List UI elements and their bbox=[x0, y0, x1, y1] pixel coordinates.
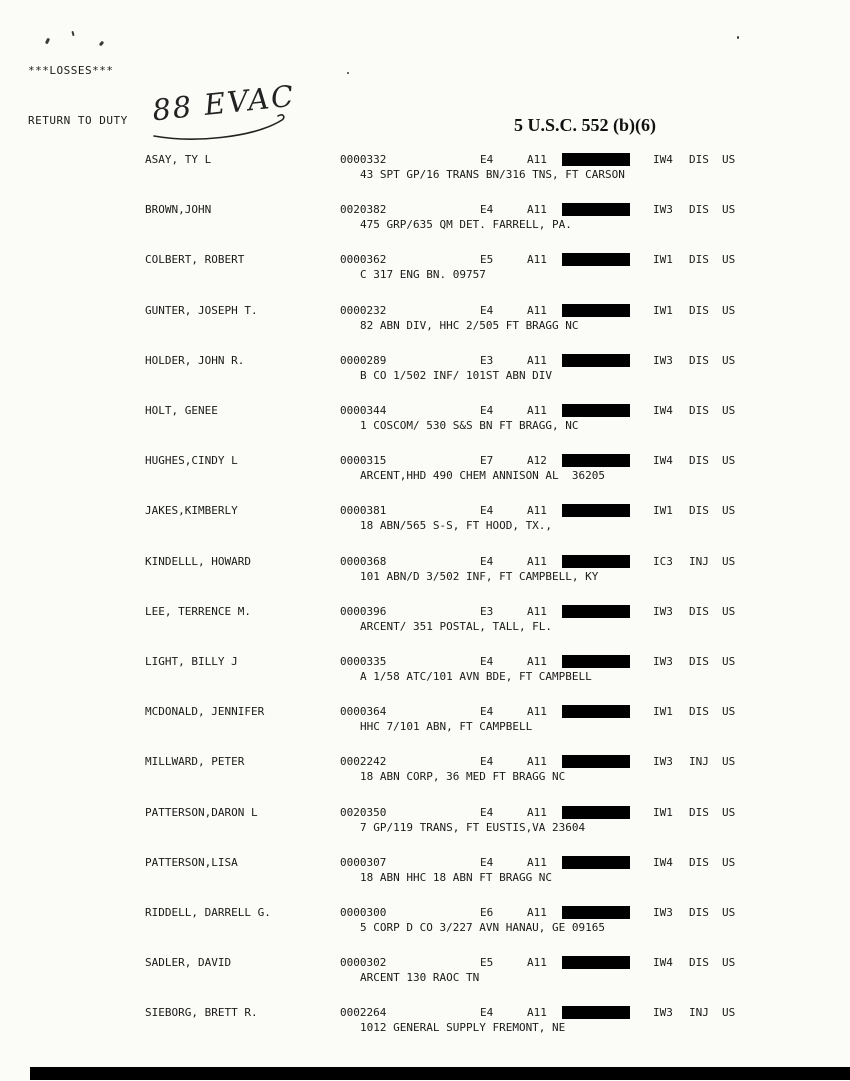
entry-country: US bbox=[722, 605, 736, 618]
scan-speck bbox=[347, 72, 349, 74]
entry-grade: E3 bbox=[480, 605, 494, 618]
entry-serial: 0000307 bbox=[340, 856, 387, 869]
entry-status: DIS bbox=[689, 454, 709, 467]
roster-entry bbox=[0, 454, 850, 488]
roster-entry bbox=[0, 555, 850, 589]
losses-label: ***LOSSES*** bbox=[28, 64, 114, 77]
entry-area-code: A11 bbox=[527, 253, 547, 266]
entry-unit: HHC 7/101 ABN, FT CAMPBELL bbox=[360, 720, 533, 733]
redaction-bar bbox=[562, 454, 630, 467]
entry-country: US bbox=[722, 354, 736, 367]
redaction-bar bbox=[562, 203, 630, 216]
roster-entry bbox=[0, 203, 850, 237]
entry-casualty-code: IW3 bbox=[653, 906, 673, 919]
entry-status: DIS bbox=[689, 404, 709, 417]
entry-status: DIS bbox=[689, 906, 709, 919]
redaction-bar bbox=[562, 856, 630, 869]
entry-grade: E3 bbox=[480, 354, 494, 367]
entry-grade: E6 bbox=[480, 906, 494, 919]
entry-status: DIS bbox=[689, 203, 709, 216]
entry-area-code: A11 bbox=[527, 856, 547, 869]
roster-entry bbox=[0, 504, 850, 538]
entry-serial: 0000289 bbox=[340, 354, 387, 367]
entry-serial: 0000315 bbox=[340, 454, 387, 467]
entry-casualty-code: IW1 bbox=[653, 304, 673, 317]
entry-name: ASAY, TY L bbox=[145, 153, 212, 166]
entry-area-code: A11 bbox=[527, 203, 547, 216]
entry-status: INJ bbox=[689, 755, 709, 768]
entry-name: HOLDER, JOHN R. bbox=[145, 354, 245, 367]
entry-casualty-code: IW1 bbox=[653, 253, 673, 266]
scan-speck bbox=[737, 36, 739, 39]
entry-country: US bbox=[722, 504, 736, 517]
entry-name: GUNTER, JOSEPH T. bbox=[145, 304, 258, 317]
redaction-bar bbox=[562, 755, 630, 768]
entry-country: US bbox=[722, 906, 736, 919]
entry-casualty-code: IW1 bbox=[653, 504, 673, 517]
entry-serial: 0000232 bbox=[340, 304, 387, 317]
entry-name: COLBERT, ROBERT bbox=[145, 253, 245, 266]
entry-serial: 0000302 bbox=[340, 956, 387, 969]
entry-casualty-code: IW3 bbox=[653, 755, 673, 768]
entry-country: US bbox=[722, 956, 736, 969]
entry-grade: E4 bbox=[480, 705, 494, 718]
roster-entry bbox=[0, 956, 850, 990]
entry-country: US bbox=[722, 705, 736, 718]
entry-name: PATTERSON,DARON L bbox=[145, 806, 258, 819]
entry-serial: 0000300 bbox=[340, 906, 387, 919]
entry-area-code: A12 bbox=[527, 454, 547, 467]
entry-casualty-code: IW1 bbox=[653, 705, 673, 718]
roster-entry bbox=[0, 253, 850, 287]
roster-entry bbox=[0, 906, 850, 940]
redaction-bar bbox=[562, 354, 630, 367]
entry-serial: 0000332 bbox=[340, 153, 387, 166]
entry-unit: 1 COSCOM/ 530 S&S BN FT BRAGG, NC bbox=[360, 419, 579, 432]
scan-speck bbox=[99, 41, 105, 47]
entry-name: PATTERSON,LISA bbox=[145, 856, 238, 869]
entry-name: KINDELLL, HOWARD bbox=[145, 555, 251, 568]
entry-country: US bbox=[722, 253, 736, 266]
entry-unit: ARCENT 130 RAOC TN bbox=[360, 971, 480, 984]
entry-area-code: A11 bbox=[527, 705, 547, 718]
entry-name: RIDDELL, DARRELL G. bbox=[145, 906, 271, 919]
entry-grade: E7 bbox=[480, 454, 494, 467]
entry-country: US bbox=[722, 806, 736, 819]
entry-area-code: A11 bbox=[527, 806, 547, 819]
entry-grade: E4 bbox=[480, 404, 494, 417]
entry-country: US bbox=[722, 203, 736, 216]
entry-serial: 0000368 bbox=[340, 555, 387, 568]
redaction-bar bbox=[562, 655, 630, 668]
entry-country: US bbox=[722, 856, 736, 869]
redaction-bar bbox=[562, 906, 630, 919]
entry-status: DIS bbox=[689, 806, 709, 819]
entry-grade: E5 bbox=[480, 956, 494, 969]
entry-area-code: A11 bbox=[527, 906, 547, 919]
entry-casualty-code: IW3 bbox=[653, 354, 673, 367]
roster-entry bbox=[0, 605, 850, 639]
roster-entry bbox=[0, 705, 850, 739]
entry-casualty-code: IW4 bbox=[653, 856, 673, 869]
entry-status: INJ bbox=[689, 1006, 709, 1019]
roster-entry bbox=[0, 755, 850, 789]
entry-area-code: A11 bbox=[527, 605, 547, 618]
entry-unit: 43 SPT GP/16 TRANS BN/316 TNS, FT CARSON bbox=[360, 168, 625, 181]
redaction-bar bbox=[562, 153, 630, 166]
entry-grade: E4 bbox=[480, 504, 494, 517]
entry-unit: 5 CORP D CO 3/227 AVN HANAU, GE 09165 bbox=[360, 921, 606, 934]
entry-name: MILLWARD, PETER bbox=[145, 755, 245, 768]
entry-grade: E4 bbox=[480, 655, 494, 668]
entry-status: DIS bbox=[689, 304, 709, 317]
entry-casualty-code: IW4 bbox=[653, 404, 673, 417]
scan-speck bbox=[45, 38, 50, 45]
entry-grade: E4 bbox=[480, 1006, 494, 1019]
entry-country: US bbox=[722, 1006, 736, 1019]
roster-entry bbox=[0, 304, 850, 338]
entry-name: LEE, TERRENCE M. bbox=[145, 605, 251, 618]
entry-status: DIS bbox=[689, 655, 709, 668]
entry-country: US bbox=[722, 404, 736, 417]
entry-country: US bbox=[722, 153, 736, 166]
entry-area-code: A11 bbox=[527, 404, 547, 417]
entry-name: BROWN,JOHN bbox=[145, 203, 212, 216]
entry-casualty-code: IW4 bbox=[653, 153, 673, 166]
entry-area-code: A11 bbox=[527, 555, 547, 568]
entry-country: US bbox=[722, 304, 736, 317]
entry-status: DIS bbox=[689, 253, 709, 266]
entry-unit: C 317 ENG BN. 09757 bbox=[360, 268, 486, 281]
entry-unit: 7 GP/119 TRANS, FT EUSTIS,VA 23604 bbox=[360, 821, 586, 834]
entry-area-code: A11 bbox=[527, 304, 547, 317]
handwritten-note: 88 EVAC bbox=[150, 78, 297, 128]
entry-grade: E4 bbox=[480, 856, 494, 869]
entry-unit: A 1/58 ATC/101 AVN BDE, FT CAMPBELL bbox=[360, 670, 592, 683]
entry-serial: 0000362 bbox=[340, 253, 387, 266]
entry-casualty-code: IW3 bbox=[653, 655, 673, 668]
entry-country: US bbox=[722, 755, 736, 768]
entry-casualty-code: IW3 bbox=[653, 1006, 673, 1019]
redaction-bar bbox=[562, 253, 630, 266]
entry-unit: 82 ABN DIV, HHC 2/505 FT BRAGG NC bbox=[360, 319, 579, 332]
entry-grade: E4 bbox=[480, 806, 494, 819]
entry-casualty-code: IC3 bbox=[653, 555, 673, 568]
entry-unit: 101 ABN/D 3/502 INF, FT CAMPBELL, KY bbox=[360, 570, 599, 583]
entry-unit: ARCENT,HHD 490 CHEM ANNISON AL 36205 bbox=[360, 469, 606, 482]
entry-area-code: A11 bbox=[527, 1006, 547, 1019]
entry-unit: 1012 GENERAL SUPPLY FREMONT, NE bbox=[360, 1021, 566, 1034]
entry-unit: B CO 1/502 INF/ 101ST ABN DIV bbox=[360, 369, 553, 382]
entry-serial: 0000335 bbox=[340, 655, 387, 668]
entry-status: DIS bbox=[689, 856, 709, 869]
redaction-bar bbox=[562, 304, 630, 317]
roster-entry bbox=[0, 1006, 850, 1040]
entry-casualty-code: IW3 bbox=[653, 605, 673, 618]
redaction-bar bbox=[562, 504, 630, 517]
entry-status: INJ bbox=[689, 555, 709, 568]
entry-country: US bbox=[722, 555, 736, 568]
entry-serial: 0000396 bbox=[340, 605, 387, 618]
entry-area-code: A11 bbox=[527, 354, 547, 367]
entry-serial: 0000381 bbox=[340, 504, 387, 517]
entry-status: DIS bbox=[689, 605, 709, 618]
entry-unit: 18 ABN HHC 18 ABN FT BRAGG NC bbox=[360, 871, 553, 884]
entry-serial: 0002264 bbox=[340, 1006, 387, 1019]
redaction-bar bbox=[562, 1006, 630, 1019]
entry-unit: 18 ABN/565 S-S, FT HOOD, TX., bbox=[360, 519, 553, 532]
roster-entry bbox=[0, 856, 850, 890]
entry-unit: 475 GRP/635 QM DET. FARRELL, PA. bbox=[360, 218, 572, 231]
redaction-bar bbox=[562, 806, 630, 819]
entry-unit: 18 ABN CORP, 36 MED FT BRAGG NC bbox=[360, 770, 566, 783]
entry-name: SADLER, DAVID bbox=[145, 956, 232, 969]
redaction-bar bbox=[562, 605, 630, 618]
entry-country: US bbox=[722, 655, 736, 668]
roster-entry bbox=[0, 655, 850, 689]
entry-serial: 0000364 bbox=[340, 705, 387, 718]
roster-entry bbox=[0, 354, 850, 388]
scan-speck bbox=[71, 31, 74, 36]
entry-name: LIGHT, BILLY J bbox=[145, 655, 238, 668]
entry-status: DIS bbox=[689, 354, 709, 367]
roster-entry bbox=[0, 153, 850, 187]
entry-unit: ARCENT/ 351 POSTAL, TALL, FL. bbox=[360, 620, 553, 633]
entry-status: DIS bbox=[689, 504, 709, 517]
bottom-redaction-bar bbox=[30, 1067, 850, 1080]
entry-grade: E4 bbox=[480, 555, 494, 568]
entry-area-code: A11 bbox=[527, 755, 547, 768]
entry-grade: E4 bbox=[480, 304, 494, 317]
entry-name: HOLT, GENEE bbox=[145, 404, 218, 417]
entry-serial: 0002242 bbox=[340, 755, 387, 768]
entry-country: US bbox=[722, 454, 736, 467]
entry-casualty-code: IW3 bbox=[653, 203, 673, 216]
return-to-duty-label: RETURN TO DUTY bbox=[28, 114, 128, 127]
entry-grade: E4 bbox=[480, 755, 494, 768]
roster-entry bbox=[0, 404, 850, 438]
entry-name: SIEBORG, BRETT R. bbox=[145, 1006, 258, 1019]
entry-area-code: A11 bbox=[527, 956, 547, 969]
entry-status: DIS bbox=[689, 153, 709, 166]
roster-entry bbox=[0, 806, 850, 840]
redaction-bar bbox=[562, 705, 630, 718]
entry-name: MCDONALD, JENNIFER bbox=[145, 705, 265, 718]
entry-casualty-code: IW4 bbox=[653, 956, 673, 969]
redaction-bar bbox=[562, 956, 630, 969]
entry-area-code: A11 bbox=[527, 153, 547, 166]
redaction-bar bbox=[562, 555, 630, 568]
entry-grade: E4 bbox=[480, 203, 494, 216]
entry-casualty-code: IW1 bbox=[653, 806, 673, 819]
entry-grade: E5 bbox=[480, 253, 494, 266]
entry-area-code: A11 bbox=[527, 504, 547, 517]
entry-area-code: A11 bbox=[527, 655, 547, 668]
entry-status: DIS bbox=[689, 705, 709, 718]
entry-serial: 0020382 bbox=[340, 203, 387, 216]
entry-casualty-code: IW4 bbox=[653, 454, 673, 467]
entry-name: HUGHES,CINDY L bbox=[145, 454, 238, 467]
entry-grade: E4 bbox=[480, 153, 494, 166]
legal-citation: 5 U.S.C. 552 (b)(6) bbox=[514, 115, 656, 135]
entry-serial: 0000344 bbox=[340, 404, 387, 417]
redaction-bar bbox=[562, 404, 630, 417]
entry-status: DIS bbox=[689, 956, 709, 969]
entry-serial: 0020350 bbox=[340, 806, 387, 819]
entry-name: JAKES,KIMBERLY bbox=[145, 504, 238, 517]
